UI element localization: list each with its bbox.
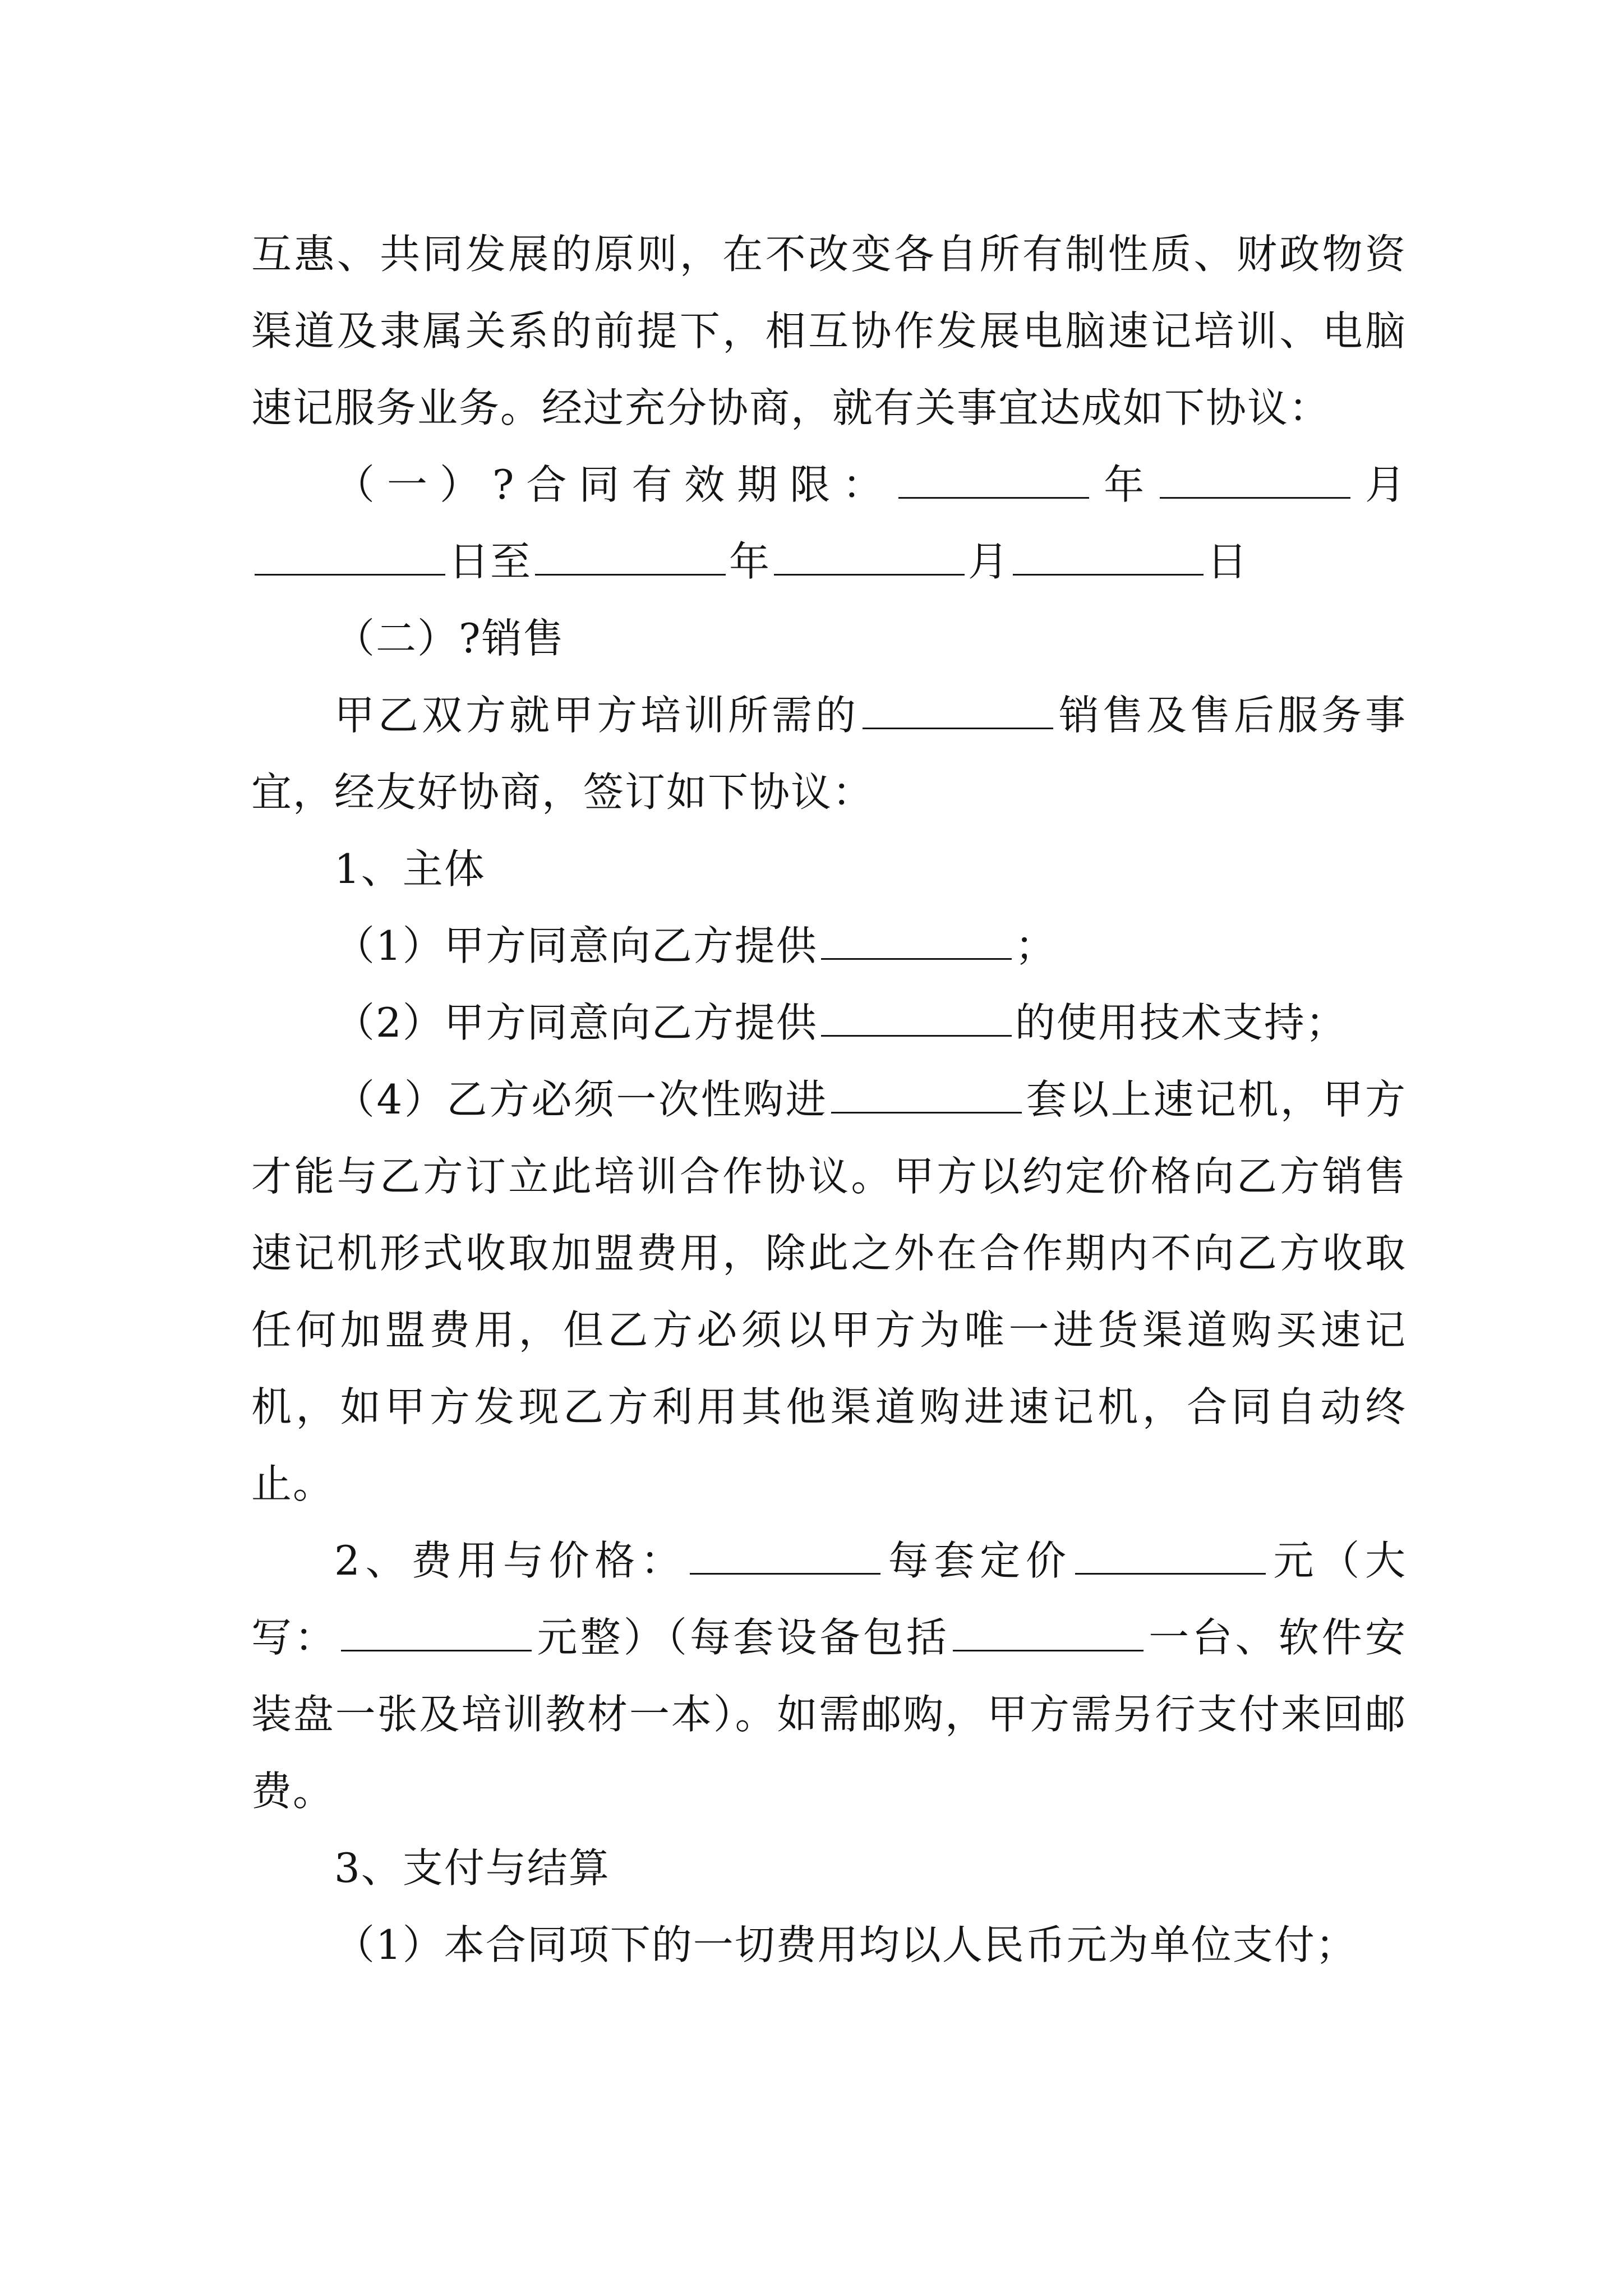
paragraph-p2: [251, 447, 1407, 600]
fill-in-blank[interactable]: [255, 539, 445, 576]
text-segment: 一台、软件安装盘一张及培训教材一本）。如需邮购，甲方需另行支付来回邮费。: [251, 1614, 1407, 1815]
fill-in-blank[interactable]: [774, 539, 965, 576]
text-segment: 日: [1207, 538, 1249, 585]
paragraph-p3: （二）?销售: [334, 615, 565, 662]
fill-in-blank[interactable]: [898, 462, 1089, 499]
paragraph-p6: [251, 908, 1407, 984]
paragraph-p11: （1）本合同项下的一切费用均以人民币元为单位支付；: [334, 1921, 1357, 1968]
fill-in-blank[interactable]: [535, 539, 726, 576]
text-segment: 2、费用与价格：: [334, 1537, 686, 1584]
text-segment: 月: [1354, 461, 1407, 508]
fill-in-blank[interactable]: [1160, 462, 1350, 499]
paragraph-p8: [251, 1061, 1407, 1522]
document-page: [251, 216, 1407, 1984]
fill-in-blank[interactable]: [831, 1077, 1022, 1114]
text-segment: 元整）（每套设备包括: [535, 1614, 950, 1661]
paragraph-p4: [251, 677, 1407, 831]
fill-in-blank[interactable]: [341, 1615, 532, 1651]
text-segment: 套以上速记机，甲方才能与乙方订立此培训合作协议。甲方以约定价格向乙方销售速记机形式收取加盟费用，除此之外在合作期内不向乙方收取任何加盟费用，但乙方必须以甲方为唯一进货渠道购买速记机，如甲方发现乙方利用其他渠道购进速记机，合同自动终止。: [251, 1076, 1407, 1507]
fill-in-blank[interactable]: [1013, 539, 1204, 576]
text-segment: 元（大写：: [251, 1537, 1407, 1661]
paragraph-p1: 互惠、共同发展的原则，在不改变各自所有制性质、财政物资渠道及隶属关系的前提下，相互协作发展电脑速记培训、电脑速记服务业务。经过充分协商，就有关事宜达成如下协议：: [251, 231, 1407, 431]
text-segment: 年: [1092, 461, 1157, 508]
fill-in-blank[interactable]: [1075, 1538, 1266, 1575]
fill-in-blank[interactable]: [863, 693, 1053, 729]
text-segment: ；: [1015, 922, 1057, 969]
text-segment: （1）甲方同意向乙方提供: [334, 922, 818, 969]
text-segment: 销售及售后服务事宜，经友好协商，签订如下协议：: [251, 692, 1407, 816]
fill-in-blank[interactable]: [953, 1615, 1144, 1651]
text-segment: 甲乙双方就甲方培训所需的: [334, 692, 859, 739]
fill-in-blank[interactable]: [821, 923, 1012, 960]
text-segment: 年: [729, 538, 771, 585]
text-segment: 每套定价: [883, 1537, 1072, 1584]
text-segment: （2）甲方同意向乙方提供: [334, 999, 818, 1046]
paragraph-p10: 3、支付与结算: [334, 1844, 610, 1892]
text-segment: 月: [968, 538, 1010, 585]
text-segment: （一）?合同有效期限：: [334, 461, 896, 508]
paragraph-p9: [251, 1522, 1407, 1830]
text-segment: 的使用技术支持；: [1015, 999, 1347, 1046]
fill-in-blank[interactable]: [690, 1538, 880, 1575]
paragraph-p5: 1、主体: [334, 845, 486, 892]
fill-in-blank[interactable]: [821, 1000, 1012, 1037]
paragraph-p7: [251, 984, 1407, 1061]
text-segment: （4）乙方必须一次性购进: [334, 1076, 828, 1123]
text-segment: 日至: [449, 538, 532, 585]
